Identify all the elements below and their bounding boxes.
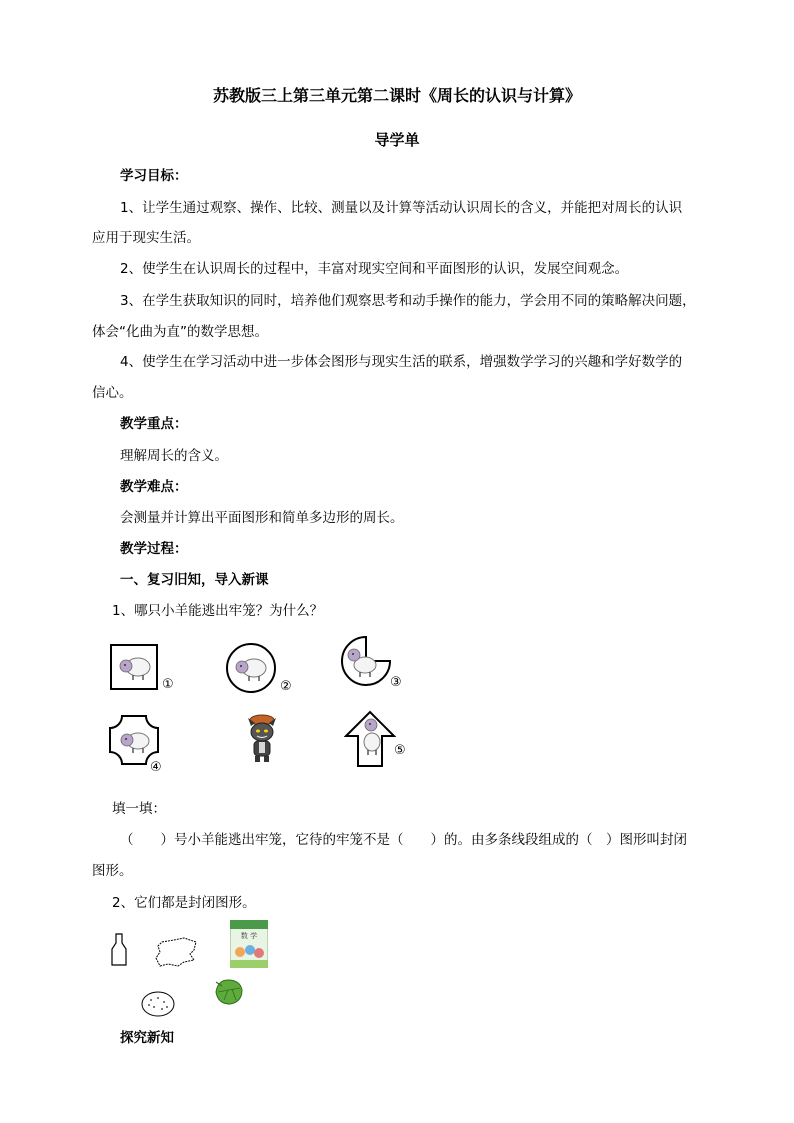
leaf-icon xyxy=(212,976,244,1006)
question-2: 2、它们都是封闭图形。 xyxy=(112,895,256,911)
bottle-icon xyxy=(110,933,128,967)
book-cover-title: 数 学 xyxy=(240,932,258,940)
key-points-heading: 教学重点： xyxy=(120,416,188,432)
cage-arrow-figure xyxy=(344,710,396,768)
sheep-icon xyxy=(120,658,150,680)
sheep-icon xyxy=(121,733,149,753)
label-2: ② xyxy=(280,679,292,694)
cage-open-circle-figure xyxy=(340,633,392,689)
goal-1-line-2: 应用于现实生活。 xyxy=(92,230,200,246)
label-3: ③ xyxy=(390,675,402,690)
goal-4-line-2: 信心。 xyxy=(92,385,133,401)
document-subtitle: 导学单 xyxy=(374,131,420,149)
sheep-icon xyxy=(364,719,380,755)
difficulty-text: 会测量并计算出平面图形和简单多边形的周长。 xyxy=(120,510,404,526)
difficulty-heading: 教学难点： xyxy=(120,479,188,495)
document-title: 苏教版三上第三单元第二课时《周长的认识与计算》 xyxy=(212,86,581,105)
label-5: ⑤ xyxy=(394,743,406,758)
label-1: ① xyxy=(162,677,174,692)
map-outline-icon xyxy=(154,936,200,968)
goal-3-line-2: 体会“化曲为直”的数学思想。 xyxy=(92,324,268,340)
question-1: 1、哪只小羊能逃出牢笼？为什么？ xyxy=(112,603,324,619)
key-points-text: 理解周长的含义。 xyxy=(120,448,228,464)
goal-2: 2、使学生在认识周长的过程中，丰富对现实空间和平面图形的认识，发展空间观念。 xyxy=(120,261,629,277)
cage-cross-figure xyxy=(108,714,160,766)
wolf-icon xyxy=(244,714,280,764)
goal-4-line-1: 4、使学生在学习活动中进一步体会图形与现实生活的联系，增强数学学习的兴趣和学好数学的 xyxy=(120,354,683,370)
sheep-icon xyxy=(348,649,376,677)
goal-3-line-1: 3、在学生获取知识的同时，培养他们观察思考和动手操作的能力，学会用不同的策略解决问题， xyxy=(120,293,696,309)
math-book-cover xyxy=(230,920,268,968)
potato-icon xyxy=(140,990,176,1018)
fill-heading: 填一填： xyxy=(112,801,166,817)
process-heading: 教学过程： xyxy=(120,541,188,557)
goals-heading: 学习目标： xyxy=(120,168,188,184)
sheep-icon xyxy=(236,659,266,681)
cage-square-figure xyxy=(110,644,158,690)
fill-line-1: （ ）号小羊能逃出牢笼，它待的牢笼不是（ ）的。由多条线段组成的（ ）图形叫封闭 xyxy=(120,832,687,848)
fill-line-2: 图形。 xyxy=(92,863,133,879)
section-1-heading: 一、复习旧知，导入新课 xyxy=(120,572,269,588)
cage-circle-figure xyxy=(225,642,277,694)
label-4: ④ xyxy=(150,760,162,775)
goal-1-line-1: 1、让学生通过观察、操作、比较、测量以及计算等活动认识周长的含义，并能把对周长的认识 xyxy=(120,200,683,216)
section-2-heading: 探究新知 xyxy=(120,1030,174,1046)
